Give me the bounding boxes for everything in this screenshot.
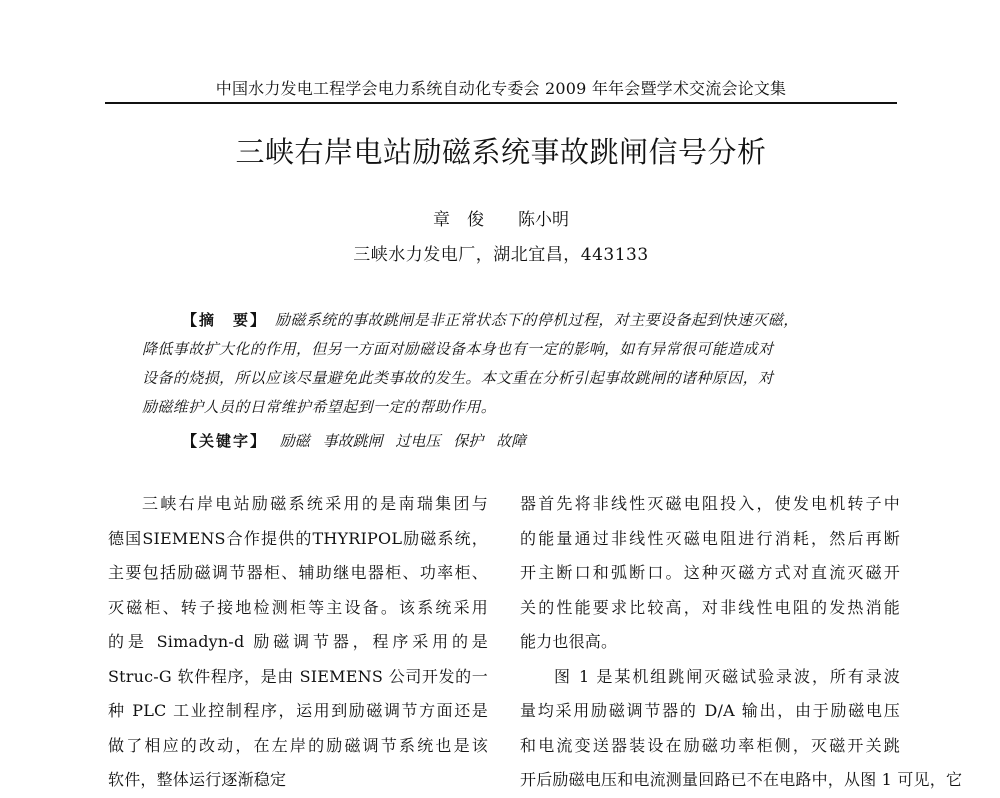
running-header: 中国水力发电工程学会电力系统自动化专委会 2009 年年会暨学术交流会论文集 bbox=[215, 79, 787, 98]
body-line: 量均采用励磁调节器的 D/A 输出，由于励磁电压 bbox=[520, 701, 900, 720]
abstract-line: 励磁维护人员的日常维护希望起到一定的帮助作用。 bbox=[142, 398, 497, 416]
abstract-line bbox=[142, 306, 864, 335]
abstract bbox=[142, 306, 864, 422]
body-column-left bbox=[108, 487, 488, 789]
keyword: 励磁 bbox=[279, 432, 310, 450]
body-line: 和电流变送器装设在励磁功率柜侧，灭磁开关跳 bbox=[520, 735, 900, 755]
body-column-right bbox=[520, 487, 963, 789]
body-line: 能力也很高。 bbox=[520, 632, 618, 651]
abstract-text: 励磁系统的事故跳闸是非正常状态下的停机过程，对主要设备起到快速灭磁， bbox=[275, 311, 799, 329]
body-line: 器首先将非线性灭磁电阻投入，使发电机转子中 bbox=[520, 494, 900, 513]
body-line: 软件，整体运行逐渐稳定 bbox=[108, 770, 287, 789]
body-line: 德国SIEMENS合作提供的THYRIPOL励磁系统， bbox=[108, 528, 488, 548]
body-line: 灭磁柜、转子接地检测柜等主设备。该系统采用 bbox=[108, 597, 488, 617]
keyword: 故障 bbox=[495, 432, 526, 450]
body-line: 开后励磁电压和电流测量回路已不在电路中，从图 1 可见，它 bbox=[520, 770, 963, 789]
keyword: 事故跳闸 bbox=[322, 432, 383, 450]
author-name: 陈小明 bbox=[518, 210, 569, 230]
keyword: 过电压 bbox=[395, 432, 441, 450]
body-line: Struc-G 软件程序，是由 SIEMENS 公司开发的一 bbox=[108, 666, 488, 686]
body-line: 的是 Simadyn-d 励磁调节器，程序采用的是 bbox=[108, 632, 488, 651]
body-line: 的能量通过非线性灭磁电阻进行消耗，然后再断 bbox=[520, 528, 900, 548]
keywords bbox=[182, 430, 534, 451]
body-line: 做了相应的改动，在左岸的励磁调节系统也是该 bbox=[108, 735, 488, 755]
affiliation: 三峡水力发电厂，湖北宜昌，443133 bbox=[353, 245, 649, 265]
body-line: 图 1 是某机组跳闸灭磁试验录波，所有录波 bbox=[554, 666, 900, 686]
body-line: 三峡右岸电站励磁系统采用的是南瑞集团与 bbox=[142, 494, 488, 513]
paper-title: 三峡右岸电站励磁系统事故跳闸信号分析 bbox=[235, 135, 767, 169]
abstract-label: 【摘 要】 bbox=[182, 311, 268, 329]
body-line: 开主断口和弧断口。这种灭磁方式对直流灭磁开 bbox=[520, 563, 900, 582]
body-line: 关的性能要求比较高，对非线性电阻的发热消能 bbox=[520, 597, 900, 617]
body-line: 种 PLC 工业控制程序，运用到励磁调节方面还是 bbox=[108, 701, 488, 720]
abstract-line: 降低事故扩大化的作用，但另一方面对励磁设备本身也有一定的影响，如有异常很可能造成对 bbox=[142, 340, 774, 358]
author-list bbox=[105, 205, 897, 230]
keywords-label: 【关键字】 bbox=[182, 432, 268, 450]
header-divider bbox=[105, 102, 897, 104]
author-name: 章 俊 bbox=[433, 210, 484, 230]
abstract-line: 设备的烧损，所以应该尽量避免此类事故的发生。本文重在分析引起事故跳闸的诸种原因，对 bbox=[142, 369, 774, 387]
body-line: 主要包括励磁调节器柜、辅助继电器柜、功率柜、 bbox=[108, 563, 488, 582]
keyword: 保护 bbox=[453, 432, 484, 450]
